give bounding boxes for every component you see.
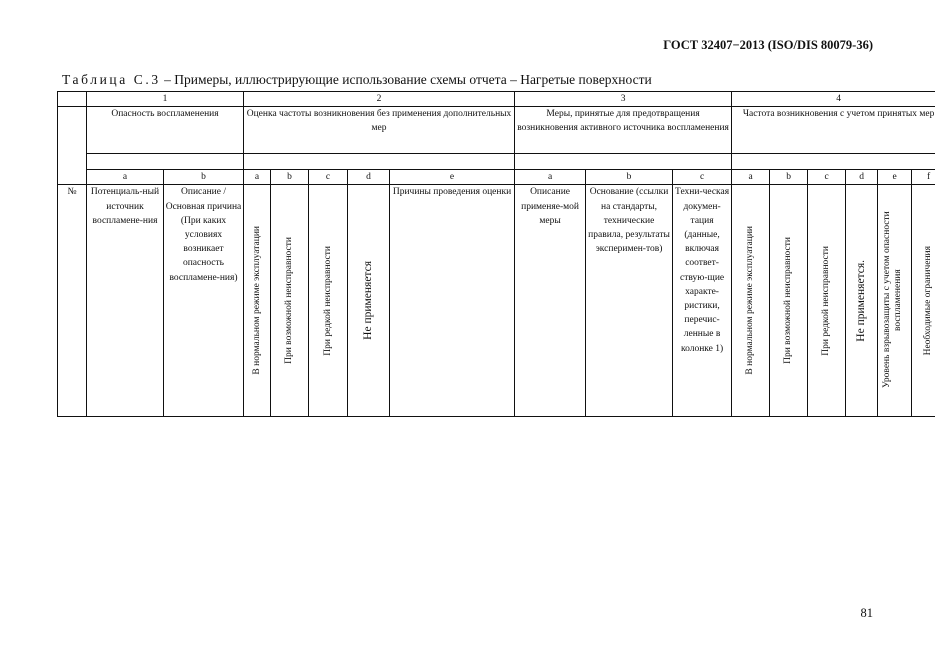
group-blank-3 <box>515 154 732 170</box>
sub-letter: a <box>515 170 586 185</box>
rare-malfunction-cell <box>309 185 348 417</box>
group-blank-4 <box>732 154 935 170</box>
restrictions-cell <box>912 185 935 417</box>
rare-malfunction-label: При редкой неисправности <box>322 245 333 356</box>
group-blank-2 <box>244 154 515 170</box>
not-applicable-label: Не применяется <box>362 260 374 340</box>
row-number-label: № <box>58 185 87 417</box>
report-table <box>57 91 935 417</box>
expected-malfunction-after-label: При возможной неисправности <box>783 236 794 364</box>
measure-description-cell: Описание применяе-мой меры <box>515 185 586 417</box>
sub-letter: e <box>878 170 912 185</box>
technical-documentation-cell: Техни-ческая докумен-тация (данные, включая соответ-ствую-щие характе-ристики, перечис-ленные в колонке 1) <box>673 185 732 417</box>
restrictions-label: Необходимые ограничения <box>923 245 934 356</box>
group-number-4: 4 <box>732 92 935 107</box>
sub-letter: b <box>770 170 808 185</box>
sub-letter: d <box>348 170 390 185</box>
document-header: ГОСТ 32407−2013 (ISO/DIS 80079-36) <box>663 38 873 52</box>
table-caption-text: – Примеры, иллюстрирующие использование схемы отчета – Нагретые поверхности <box>160 72 652 87</box>
group-number-2: 2 <box>244 92 515 107</box>
sub-letter: b <box>164 170 244 185</box>
sub-letter: f <box>912 170 935 185</box>
normal-operation-label: В нормальном режиме эксплуатации <box>251 226 262 375</box>
rare-malfunction-after-cell <box>808 185 846 417</box>
group-number-3: 3 <box>515 92 732 107</box>
group-blank-1 <box>87 154 244 170</box>
group-title-2: Оценка частоты возникновения без применения дополнительных мер <box>244 107 515 154</box>
sub-letter: a <box>732 170 770 185</box>
expected-malfunction-after-cell <box>770 185 808 417</box>
sub-letter: a <box>244 170 271 185</box>
group-title-1: Опасность воспламенения <box>87 107 244 154</box>
sub-letter: a <box>87 170 164 185</box>
number-column-header <box>58 92 87 107</box>
table-caption-label: Таблица С.3 <box>62 72 161 87</box>
sub-letter: c <box>673 170 732 185</box>
not-applicable-after-cell <box>846 185 878 417</box>
number-column-blank <box>58 107 87 185</box>
not-applicable-cell <box>348 185 390 417</box>
assessment-reasons-cell: Причины проведения оценки <box>390 185 515 417</box>
sub-letter: e <box>390 170 515 185</box>
normal-operation-cell <box>244 185 271 417</box>
sub-letter: c <box>309 170 348 185</box>
normal-operation-after-label: В нормальном режиме эксплуатации <box>745 226 756 375</box>
sub-letter: b <box>586 170 673 185</box>
table-caption <box>62 72 652 88</box>
expected-malfunction-label: При возможной неисправности <box>284 236 294 364</box>
protection-level-label: Уровень взрывозащиты с учетом опасности воспламенения <box>881 212 903 389</box>
rare-malfunction-after-label: При редкой неисправности <box>821 245 832 356</box>
protection-level-cell <box>878 185 912 417</box>
ignition-cause-cell: Описание / Основная причина (При каких условиях возникает опасность воспламене-ния) <box>164 185 244 417</box>
group-title-4: Частота возникновения с учетом принятых мер <box>732 107 935 154</box>
page-number: 81 <box>860 606 873 620</box>
ignition-source-cell: Потенциаль-ный источник воспламене-ния <box>87 185 164 417</box>
normal-operation-after-cell <box>732 185 770 417</box>
expected-malfunction-cell <box>271 185 309 417</box>
group-number-1: 1 <box>87 92 244 107</box>
measure-basis-cell: Основание (ссылки на стандарты, технические правила, результаты эксперимен-тов) <box>586 185 673 417</box>
not-applicable-after-label: Не применяется. <box>855 259 868 342</box>
group-title-3: Меры, принятые для предотвращения возникновения активного источника воспламенения <box>515 107 732 154</box>
sub-letter: c <box>808 170 846 185</box>
sub-letter: d <box>846 170 878 185</box>
sub-letter: b <box>271 170 309 185</box>
